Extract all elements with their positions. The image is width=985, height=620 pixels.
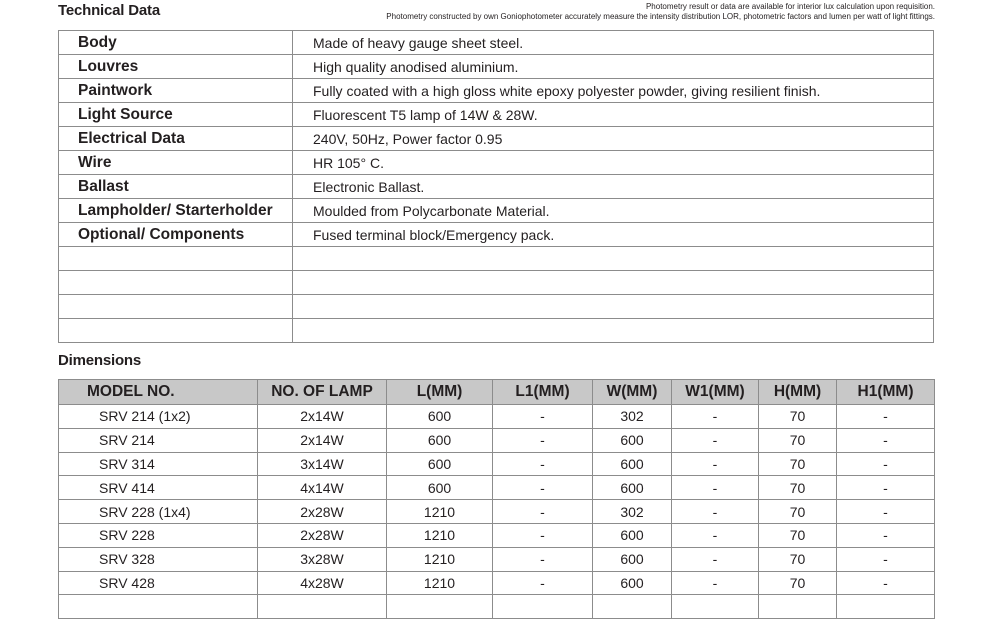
table-cell — [759, 595, 837, 619]
table-cell: - — [837, 405, 935, 429]
column-header: MODEL NO. — [59, 380, 258, 405]
table-cell — [258, 595, 387, 619]
table-row — [59, 452, 935, 476]
spec-label: Louvres — [59, 55, 293, 79]
table-row — [59, 247, 934, 271]
table-row — [59, 55, 934, 79]
table-cell: - — [493, 571, 593, 595]
spec-value — [293, 271, 934, 295]
table-cell — [387, 595, 493, 619]
table-cell: SRV 214 (1x2) — [59, 405, 258, 429]
spec-value: Moulded from Polycarbonate Material. — [293, 199, 934, 223]
table-row — [59, 571, 935, 595]
spec-label: Optional/ Components — [59, 223, 293, 247]
table-row — [59, 428, 935, 452]
table-cell — [493, 595, 593, 619]
column-header: W(MM) — [593, 380, 672, 405]
column-header: W1(MM) — [672, 380, 759, 405]
table-cell: SRV 314 — [59, 452, 258, 476]
table-cell: 70 — [759, 547, 837, 571]
table-cell: 600 — [387, 428, 493, 452]
table-cell: 3x28W — [258, 547, 387, 571]
table-cell: SRV 228 — [59, 523, 258, 547]
table-cell: 600 — [593, 547, 672, 571]
table-cell: - — [672, 428, 759, 452]
table-cell: 70 — [759, 452, 837, 476]
table-cell: 70 — [759, 523, 837, 547]
table-cell: SRV 328 — [59, 547, 258, 571]
table-cell: 4x14W — [258, 476, 387, 500]
spec-value: High quality anodised aluminium. — [293, 55, 934, 79]
spec-value: Fully coated with a high gloss white epoxy polyester powder, giving resilient finish. — [293, 79, 934, 103]
spec-value — [293, 319, 934, 343]
table-cell: 2x14W — [258, 428, 387, 452]
table-cell: 600 — [387, 452, 493, 476]
table-cell: 4x28W — [258, 571, 387, 595]
table-cell: - — [493, 523, 593, 547]
table-row — [59, 295, 934, 319]
photometry-note: Photometry result or data are available for interior lux calculation upon requisition. — [645, 2, 935, 11]
table-row — [59, 151, 934, 175]
table-cell: - — [837, 428, 935, 452]
table-cell: 302 — [593, 405, 672, 429]
table-cell: 70 — [759, 405, 837, 429]
table-cell: - — [493, 428, 593, 452]
column-header: NO. OF LAMP — [258, 380, 387, 405]
table-cell: 1210 — [387, 571, 493, 595]
spec-label: Light Source — [59, 103, 293, 127]
spec-label: Paintwork — [59, 79, 293, 103]
table-row — [59, 319, 934, 343]
table-cell: - — [672, 500, 759, 524]
table-cell: 600 — [593, 476, 672, 500]
table-cell: - — [493, 547, 593, 571]
table-cell: - — [493, 500, 593, 524]
table-row — [59, 175, 934, 199]
photometry-note: Photometry constructed by own Goniophotometer accurately measure the intensity distribution LOR, photometric factors and lumen per watt of light fittings. — [386, 12, 935, 21]
table-row — [59, 79, 934, 103]
table-cell: 600 — [593, 571, 672, 595]
spec-label — [59, 295, 293, 319]
table-cell: SRV 214 — [59, 428, 258, 452]
table-cell: - — [837, 476, 935, 500]
spec-label — [59, 319, 293, 343]
table-cell: 600 — [593, 428, 672, 452]
table-cell: 600 — [593, 523, 672, 547]
spec-label: Electrical Data — [59, 127, 293, 151]
table-cell: SRV 428 — [59, 571, 258, 595]
table-row — [59, 595, 935, 619]
table-cell: 70 — [759, 428, 837, 452]
table-row — [59, 547, 935, 571]
photometry-notes — [386, 2, 935, 22]
spec-value — [293, 247, 934, 271]
table-cell: 70 — [759, 476, 837, 500]
spec-label: Wire — [59, 151, 293, 175]
table-cell: 70 — [759, 500, 837, 524]
table-cell: - — [837, 571, 935, 595]
table-row — [59, 405, 935, 429]
table-row — [59, 103, 934, 127]
table-row — [59, 223, 934, 247]
table-cell: - — [672, 547, 759, 571]
table-cell — [59, 595, 258, 619]
table-cell: 70 — [759, 571, 837, 595]
table-cell: 600 — [387, 476, 493, 500]
table-cell: - — [672, 405, 759, 429]
dimensions-table — [58, 379, 935, 619]
spec-value: 240V, 50Hz, Power factor 0.95 — [293, 127, 934, 151]
table-cell: - — [493, 405, 593, 429]
table-cell: - — [837, 452, 935, 476]
table-cell: 2x28W — [258, 523, 387, 547]
table-cell: 1210 — [387, 523, 493, 547]
table-cell: 302 — [593, 500, 672, 524]
table-cell: 600 — [593, 452, 672, 476]
table-cell: 2x14W — [258, 405, 387, 429]
table-cell: - — [837, 547, 935, 571]
table-cell: - — [672, 476, 759, 500]
spec-value: Fluorescent T5 lamp of 14W & 28W. — [293, 103, 934, 127]
table-cell: - — [493, 452, 593, 476]
table-row — [59, 271, 934, 295]
dimensions-header-row — [59, 380, 935, 405]
spec-label: Body — [59, 31, 293, 55]
spec-label — [59, 271, 293, 295]
table-row — [59, 31, 934, 55]
table-cell: - — [672, 571, 759, 595]
spec-value — [293, 295, 934, 319]
spec-value: Fused terminal block/Emergency pack. — [293, 223, 934, 247]
table-cell: - — [837, 500, 935, 524]
table-cell: 3x14W — [258, 452, 387, 476]
table-cell — [672, 595, 759, 619]
spec-label: Lampholder/ Starterholder — [59, 199, 293, 223]
spec-label: Ballast — [59, 175, 293, 199]
table-row — [59, 199, 934, 223]
table-cell: 1210 — [387, 547, 493, 571]
column-header: L(MM) — [387, 380, 493, 405]
column-header: H(MM) — [759, 380, 837, 405]
table-cell: 2x28W — [258, 500, 387, 524]
technical-data-title: Technical Data — [58, 2, 160, 19]
table-cell: - — [837, 523, 935, 547]
table-cell: SRV 228 (1x4) — [59, 500, 258, 524]
spec-value: HR 105° C. — [293, 151, 934, 175]
dimensions-title: Dimensions — [58, 352, 142, 369]
table-cell — [593, 595, 672, 619]
table-cell: - — [672, 452, 759, 476]
column-header: H1(MM) — [837, 380, 935, 405]
spec-value: Electronic Ballast. — [293, 175, 934, 199]
column-header: L1(MM) — [493, 380, 593, 405]
table-cell — [837, 595, 935, 619]
table-cell: SRV 414 — [59, 476, 258, 500]
table-row — [59, 523, 935, 547]
spec-value: Made of heavy gauge sheet steel. — [293, 31, 934, 55]
table-cell: 1210 — [387, 500, 493, 524]
table-cell: 600 — [387, 405, 493, 429]
spec-label — [59, 247, 293, 271]
technical-data-table — [58, 30, 934, 343]
table-row — [59, 500, 935, 524]
table-cell: - — [672, 523, 759, 547]
table-row — [59, 476, 935, 500]
table-row — [59, 127, 934, 151]
table-cell: - — [493, 476, 593, 500]
